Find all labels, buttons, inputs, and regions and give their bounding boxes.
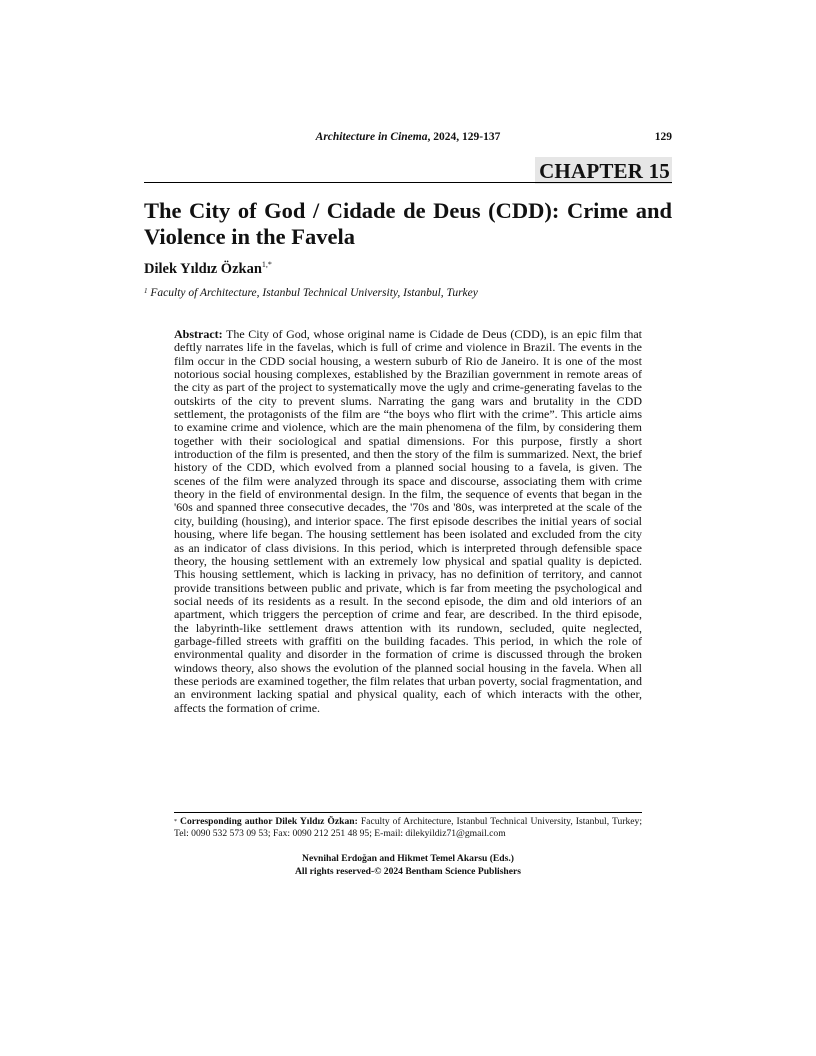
chapter-rule <box>144 182 672 183</box>
abstract <box>174 328 642 715</box>
footnote-label: Corresponding author Dilek Yıldız Özkan: <box>180 816 358 827</box>
editors-line: Nevnihal Erdoğan and Hikmet Temel Akarsu (Eds.) <box>302 853 514 864</box>
page-number: 129 <box>654 131 672 143</box>
footnote-text: Faculty of Architecture, Istanbul Technical University, Istanbul, Turkey; Tel: 0090 532 573 09 53; Fax: 0090 212 251 48 95; E-mail: dilekyildiz71@gmail.com <box>174 816 642 840</box>
author-name: Dilek Yıldız Özkan <box>144 261 262 277</box>
affiliation <box>144 287 478 299</box>
affiliation-mark: 1 <box>144 287 148 295</box>
footnote-mark: * <box>174 819 177 825</box>
abstract-text: The City of God, whose original name is Cidade de Deus (CDD), is an epic film that deftly narrates life in the favelas, which is full of crime and violence in Brazil. The events in the film occur in the CDD social housing, a western suburb of Rio de Janeiro. It is one of the most notorious social housing complexes, established by the Brazilian government in remote areas of the city as part of the project to systematically move the ugly and crime-generating favelas to the outskirts of the city to prevent slums. Narrating the gang wars and brutality in the CDD settlement, the protagonists of the film are “the boys who flirt with the crime”. This article aims to examine crime and violence, which are the main phenomena of the film, by considering them together with their sociological and spatial dimensions. For this purpose, firstly a short introduction of the film is presented, and then the story of the film is summarized. Next, the brief history of the CDD, which evolved from a planned social housing to a favela, is given. The scenes of the film were analyzed through its space and discourse, associating them with crime theory in the field of environmental design. In the film, the sequence of events that began in the '60s and spanned three consecutive decades, the '70s and '80s, was interpreted at the scale of the city, building (housing), and interior space. The first episode describes the initial years of social housing, where life began. The housing settlement has been isolated and excluded from the city as an indicator of class divisions. In this period, which is interpreted through defensible space theory, the housing settlement with an extremely low physical and spatial quality is depicted. This housing settlement, which is lacking in privacy, has no definition of territory, and cannot provide transitions between public and private, which is far from meeting the psychological and social needs of its residents as a result. In the second episode, the dim and old interiors of an apartment, which triggers the perception of crime and fear, are described. In the third episode, the labyrinth-like settlement draws attention with its rundown, secluded, quite neglected, garbage-filled streets with graffiti on the building facades. This period, in which the role of environmental quality and disorder in the formation of crime is discussed through the broken windows theory, also shows the evolution of the planned social housing in the favela. When all these periods are examined together, the film relates that urban poverty, social fragmentation, and an environment lacking spatial and physical quality, each of which interacts with the other, affects the formation of crime. <box>174 327 642 715</box>
publisher-block <box>144 853 672 878</box>
running-head-citation <box>144 131 672 143</box>
author-line <box>144 261 272 278</box>
rights-line: All rights reserved-© 2024 Bentham Science Publishers <box>294 865 522 877</box>
abstract-label: Abstract: <box>174 327 223 341</box>
chapter-label: CHAPTER 15 <box>535 157 672 184</box>
affiliation-text: Faculty of Architecture, Istanbul Technical University, Istanbul, Turkey <box>150 287 478 299</box>
citation-details: , 2024, 129-137 <box>427 131 501 143</box>
book-title: Architecture in Cinema <box>315 131 428 143</box>
footnote-rule <box>174 812 642 813</box>
footnote <box>174 816 642 840</box>
author-marks: 1,* <box>261 260 272 269</box>
chapter-title: The City of God / Cidade de Deus (CDD): Crime and Violence in the Favela <box>144 198 672 249</box>
